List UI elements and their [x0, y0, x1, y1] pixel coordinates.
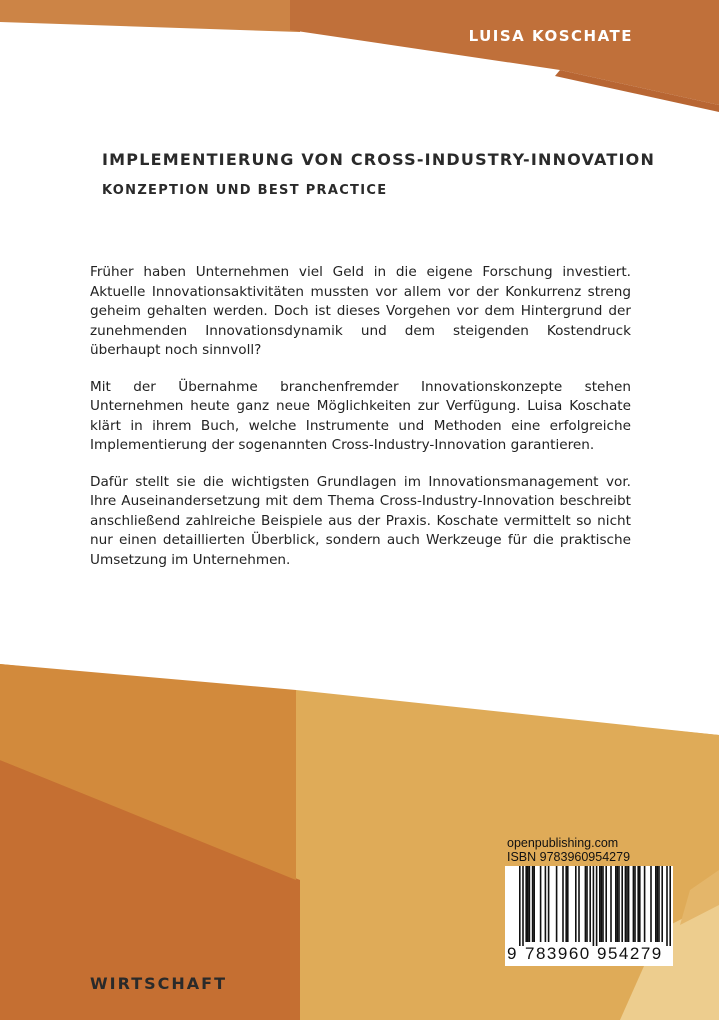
barcode-bar [637, 866, 639, 942]
barcode-bar [650, 866, 652, 942]
barcode-bar [527, 866, 529, 942]
isbn-label: ISBN 9783960954279 [507, 850, 631, 864]
barcode [505, 866, 673, 966]
barcode-bar [589, 866, 591, 942]
top-band-light [0, 0, 300, 32]
barcode-digits [505, 942, 673, 964]
barcode-bar [621, 866, 623, 942]
blurb [90, 263, 631, 587]
barcode-bar [605, 866, 607, 942]
barcode-bar [610, 866, 612, 942]
category-label: WIRTSCHAFT [90, 974, 227, 993]
barcode-bar [596, 866, 598, 946]
barcode-bar [618, 866, 620, 942]
barcode-bar [625, 866, 627, 942]
barcode-bar [578, 866, 580, 942]
barcode-bar [545, 866, 547, 942]
barcode-bars [505, 866, 673, 946]
barcode-bar [626, 866, 628, 942]
barcode-bar [639, 866, 641, 942]
barcode-bar [556, 866, 558, 942]
top-band [290, 0, 719, 105]
barcode-bar [615, 866, 617, 942]
barcode-lead-digit: 9 [507, 944, 517, 963]
barcode-bar [602, 866, 604, 942]
barcode-bar [529, 866, 531, 942]
blurb-paragraph: Mit der Übernahme branchenfremder Innovationskonzepte stehen Unternehmen heute ganz neue Möglichkeiten zur Verfügung. Luisa Koschate klärt in ihrem Buch, welche Instrumente und Methoden eine erfolgreiche Implementierung der sogenannten Cross-Industry-Innovation garantieren. [90, 378, 631, 453]
barcode-bar [628, 866, 630, 942]
barcode-bar [575, 866, 577, 942]
barcode-bar [548, 866, 550, 942]
barcode-bar [669, 866, 671, 946]
book-title: IMPLEMENTIERUNG VON CROSS-INDUSTRY-INNOVATION [102, 150, 656, 169]
barcode-bar [661, 866, 663, 942]
barcode-bar [666, 866, 668, 946]
barcode-bar [533, 866, 535, 942]
barcode-bar [562, 866, 564, 942]
barcode-bar [634, 866, 636, 942]
barcode-bar [617, 866, 619, 942]
barcode-bar [519, 866, 521, 946]
barcode-group-1: 783960 [525, 944, 591, 963]
barcode-bar [644, 866, 646, 942]
barcode-bar [525, 866, 527, 942]
blurb-paragraph: Dafür stellt sie die wichtigsten Grundlagen im Innovationsmanagement vor. Ihre Auseinandersetzung mit dem Thema Cross-Industry-Innovation beschreibt anschließend zahlreiche Beispiele aus der Praxis. Koschate vermittelt so nicht nur einen detaillierten Überblick, sondern auch Werkzeuge für die praktische Umsetzung im Unternehmen. [90, 473, 631, 568]
barcode-bar [658, 866, 660, 942]
author-name: LUISA KOSCHATE [468, 27, 633, 45]
barcode-group-2: 954279 [597, 944, 663, 963]
barcode-bar [657, 866, 659, 942]
barcode-bar [540, 866, 542, 942]
book-subtitle: KONZEPTION UND BEST PRACTICE [102, 183, 388, 198]
blurb-paragraph: Früher haben Unternehmen viel Geld in die eigene Forschung investiert. Aktuelle Innovationsaktivitäten mussten vor allem vor der Konkurrenz streng geheim gehalten werden. Doch ist dieses Vorgehen vor dem Hintergrund der zunehmenden Innovationsdynamik und dem steigenden Kostendruck überhaupt noch sinnvoll? [90, 264, 631, 358]
barcode-bar [599, 866, 601, 942]
barcode-bar [633, 866, 635, 942]
barcode-bar [593, 866, 595, 946]
barcode-bar [567, 866, 569, 942]
barcode-bar [532, 866, 534, 942]
barcode-bar [585, 866, 587, 942]
barcode-bar [522, 866, 524, 946]
barcode-bar [586, 866, 588, 942]
barcode-bar [655, 866, 657, 942]
publisher-url: openpublishing.com [507, 836, 619, 850]
barcode-bar [565, 866, 567, 942]
barcode-bar [601, 866, 603, 942]
